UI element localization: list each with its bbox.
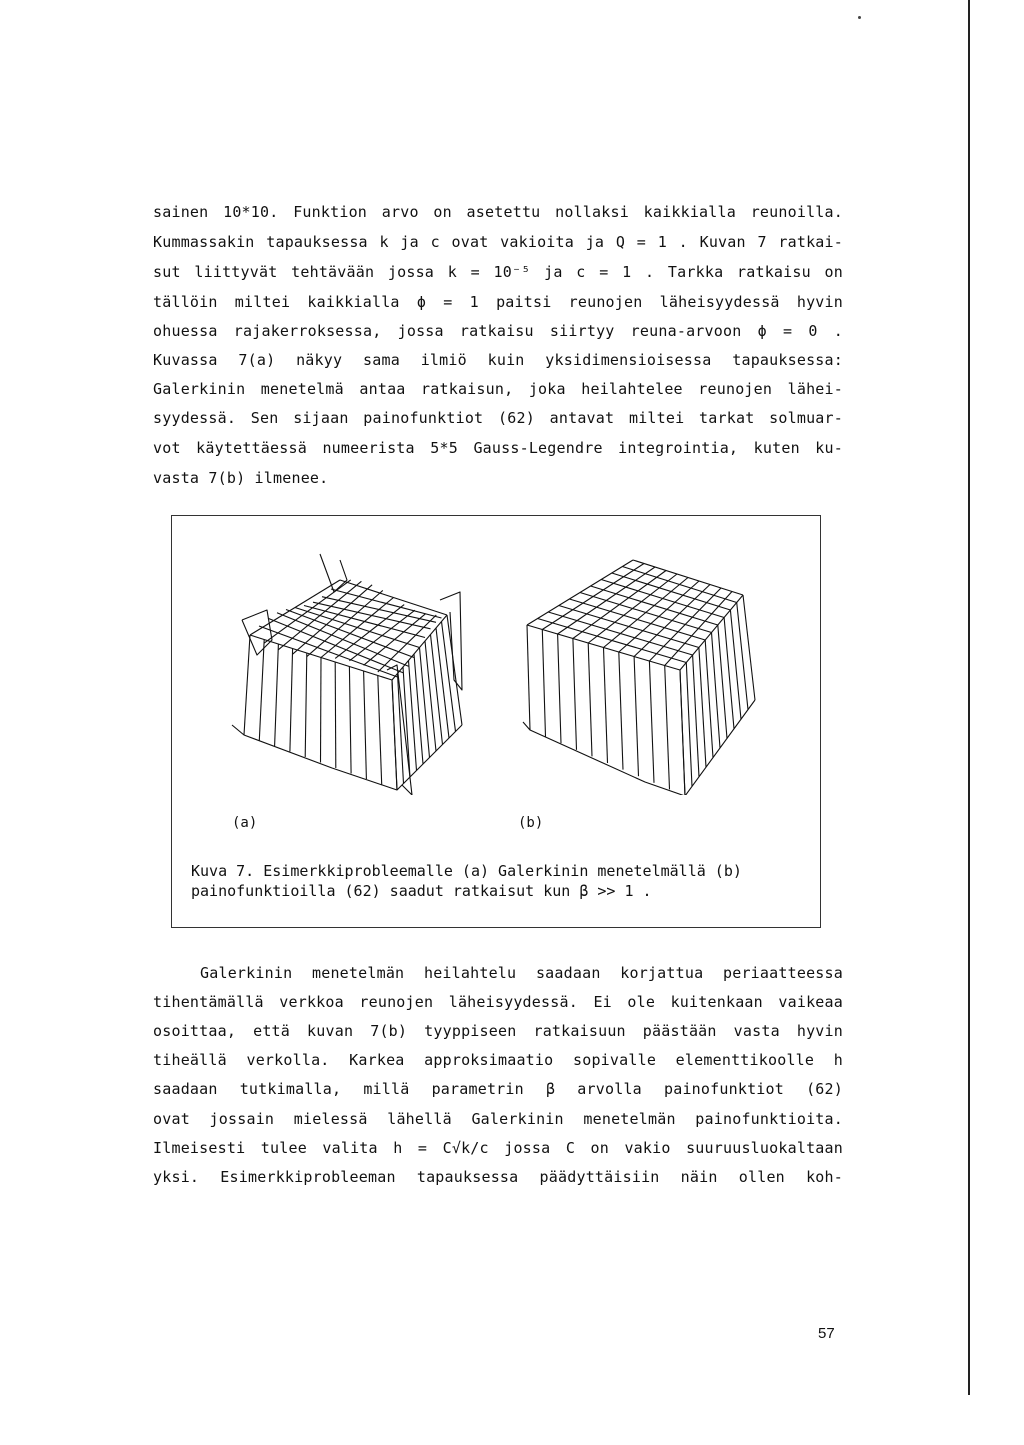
text-line: Galerkinin menetelmä antaa ratkaisun, joka heilahtelee reunojen lähei- bbox=[153, 380, 843, 398]
text-line: ovat jossain mielessä lähellä Galerkinin menetelmän painofunktioita. bbox=[153, 1110, 843, 1128]
text-line: tiheällä verkolla. Karkea approksimaatio sopivalle elementtikoolle h bbox=[153, 1051, 843, 1069]
text-line: osoittaa, että kuvan 7(b) tyyppiseen ratkaisuun päästään vasta hyvin bbox=[153, 1022, 843, 1040]
figure-caption-line-2: painofunktioilla (62) saadut ratkaisut kun β >> 1 . bbox=[191, 882, 652, 900]
text-line: saadaan tutkimalla, millä parametrin β arvolla painofunktiot (62) bbox=[153, 1080, 843, 1098]
text-line: sainen 10*10. Funktion arvo on asetettu nollaksi kaikkialla reunoilla. bbox=[153, 203, 843, 221]
surface-plot-weighted bbox=[515, 540, 775, 795]
text-line: vot käytettäessä numeerista 5*5 Gauss-Legendre integrointia, kuten ku- bbox=[153, 439, 843, 457]
text-line: tällöin miltei kaikkialla ϕ = 1 paitsi reunojen läheisyydessä hyvin bbox=[153, 293, 843, 311]
text-line: yksi. Esimerkkiprobleeman tapauksessa päädyttäisiin näin ollen koh- bbox=[153, 1168, 843, 1186]
text-line: vasta 7(b) ilmenee. bbox=[153, 469, 329, 487]
text-line: Kuvassa 7(a) näkyy sama ilmiö kuin yksidimensioisessa tapauksessa: bbox=[153, 351, 843, 369]
page-number: 57 bbox=[818, 1325, 835, 1342]
text-line: tihentämällä verkkoa reunojen läheisyydessä. Ei ole kuitenkaan vaikeaa bbox=[153, 993, 843, 1011]
figure-caption-line-1: Kuva 7. Esimerkkiprobleemalle (a) Galerkinin menetelmällä (b) bbox=[191, 862, 742, 880]
surface-plot-galerkin bbox=[222, 540, 482, 795]
scan-edge-line bbox=[968, 0, 970, 1395]
scan-speck bbox=[858, 16, 861, 19]
text-line: Galerkinin menetelmän heilahtelu saadaan korjattua periaatteessa bbox=[200, 964, 843, 982]
text-line: sut liittyvät tehtävään jossa k = 10⁻⁵ ja c = 1 . Tarkka ratkaisu on bbox=[153, 263, 843, 281]
text-line: Ilmeisesti tulee valita h = C√k/c jossa C on vakio suuruusluokaltaan bbox=[153, 1139, 843, 1157]
text-line: ohuessa rajakerroksessa, jossa ratkaisu siirtyy reuna-arvoon ϕ = 0 . bbox=[153, 322, 843, 340]
panel-label-a: (a) bbox=[232, 815, 258, 831]
text-line: syydessä. Sen sijaan painofunktiot (62) antavat miltei tarkat solmuar- bbox=[153, 409, 843, 427]
text-line: Kummassakin tapauksessa k ja c ovat vakioita ja Q = 1 . Kuvan 7 ratkai- bbox=[153, 233, 843, 251]
panel-label-b: (b) bbox=[518, 815, 544, 831]
